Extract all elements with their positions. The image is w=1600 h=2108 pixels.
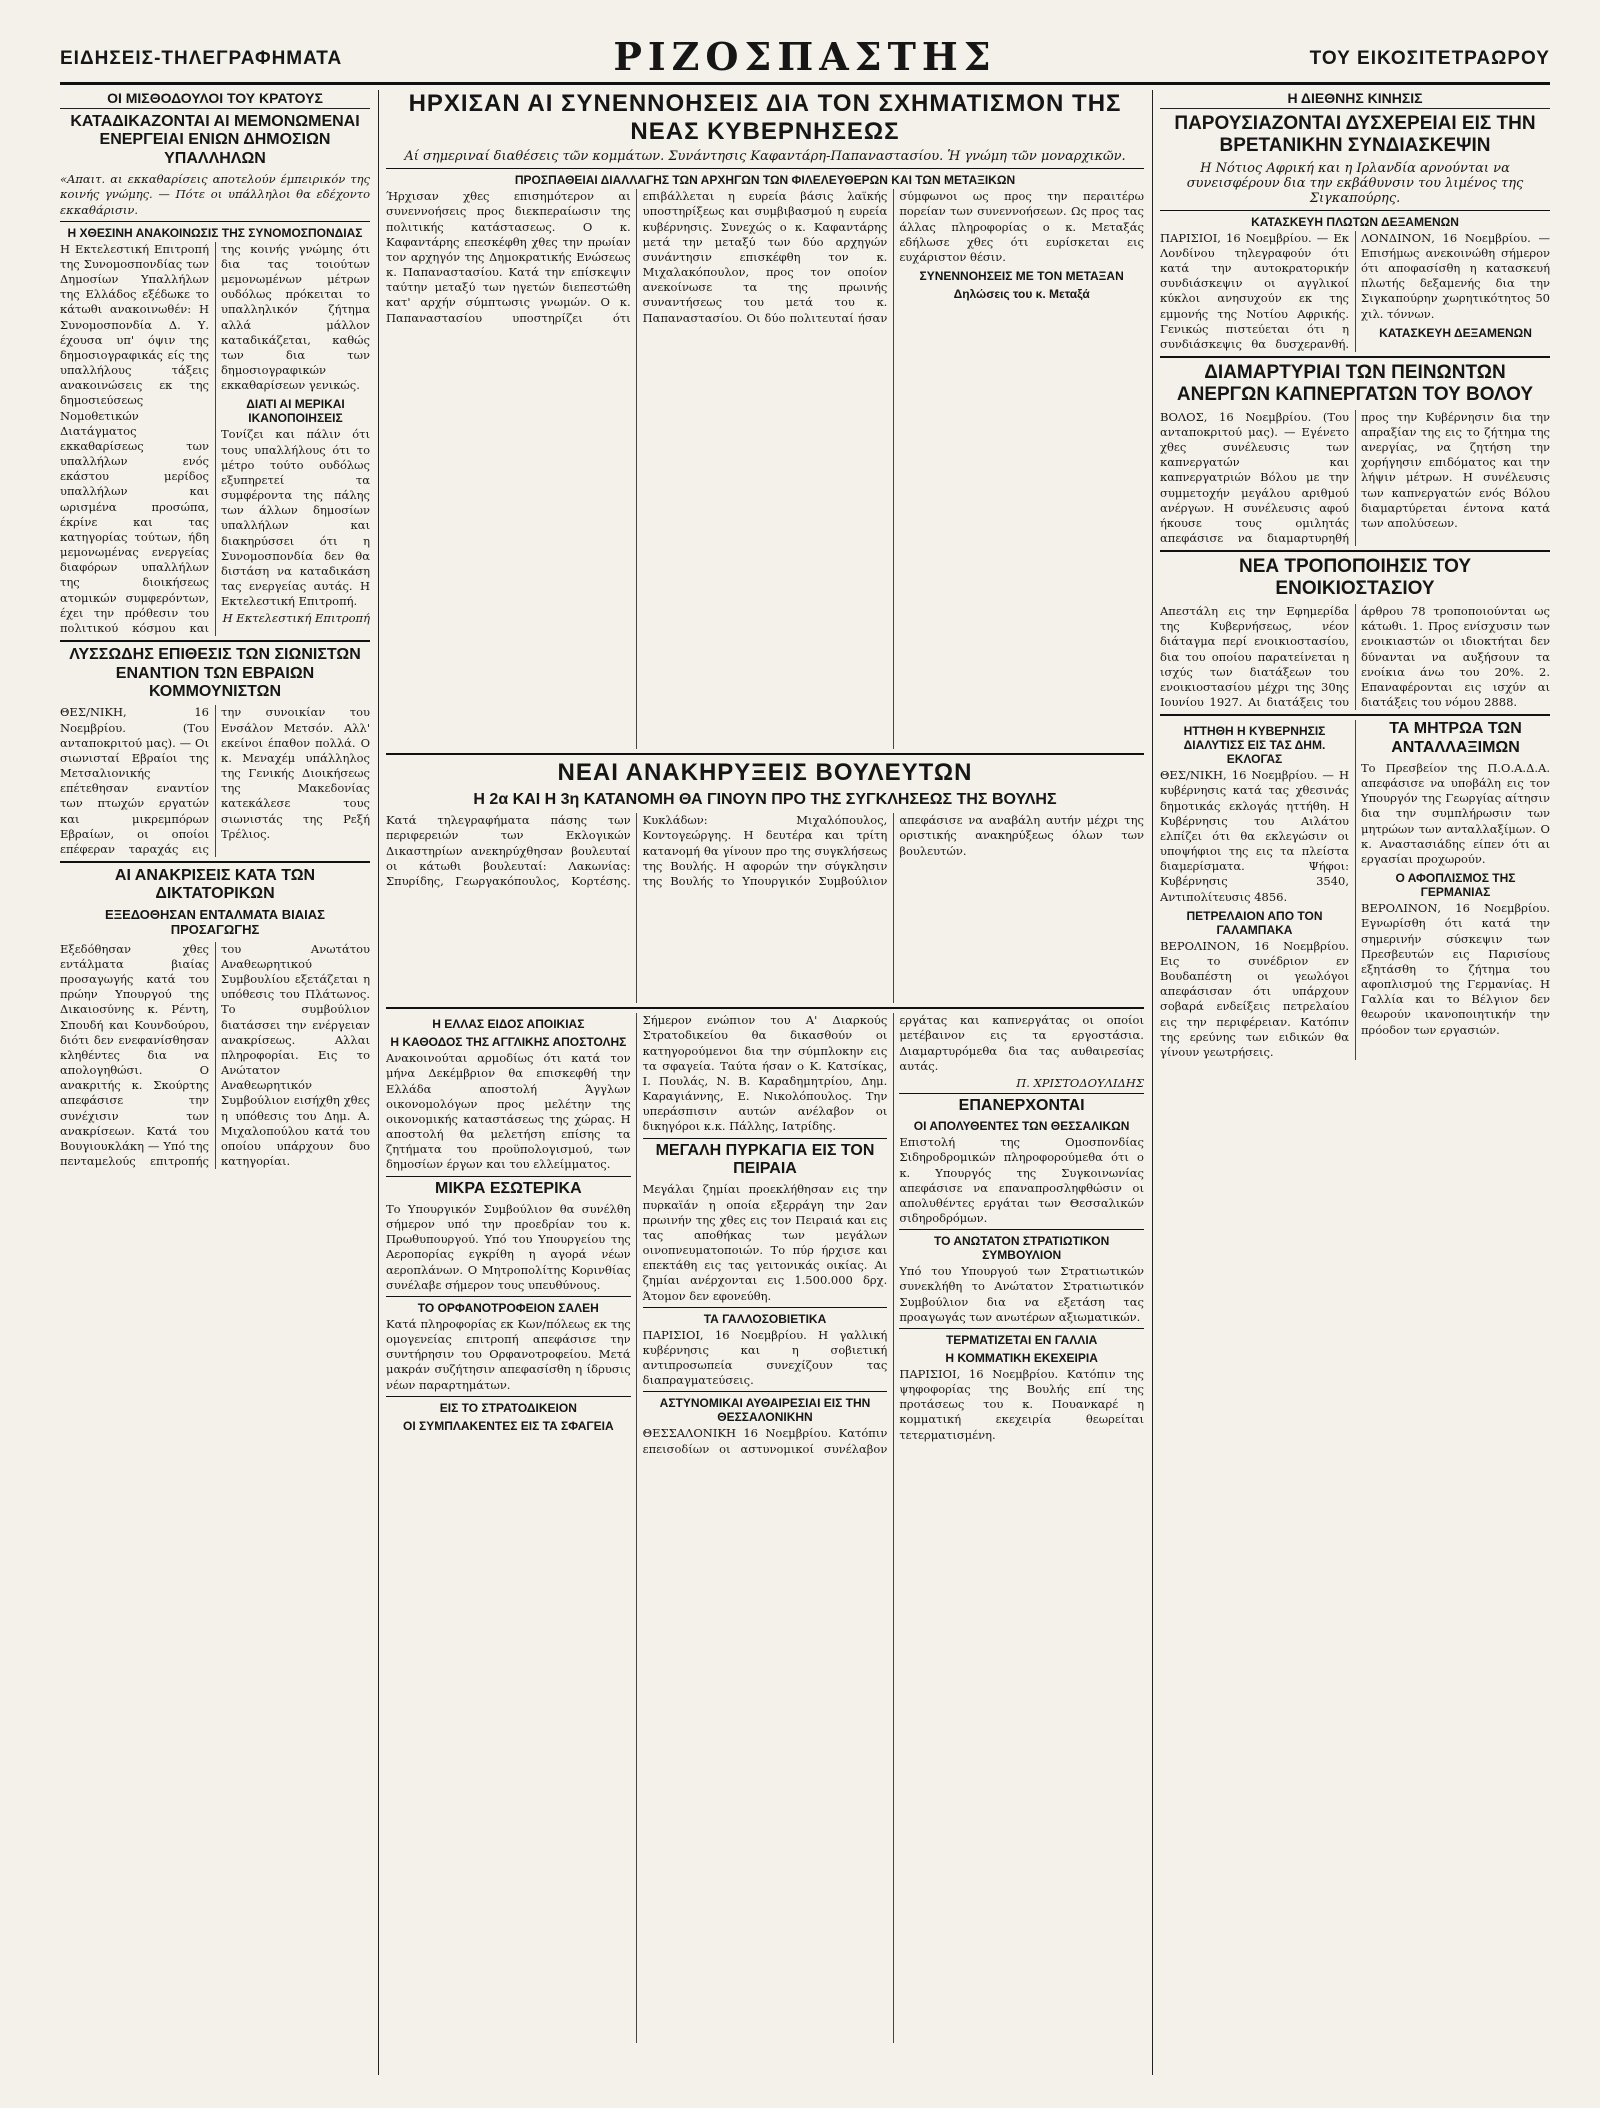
section-heading: ΑΣΤΥΝΟΜΙΚΑΙ ΑΥΘΑΙΡΕΣΙΑΙ ΕΙΣ ΤΗΝ ΘΕΣΣΑΛΟΝΙΚΗΝ — [659, 1396, 871, 1425]
section-heading: ΤΟ ΟΡΦΑΝΟΤΡΟΦΕΙΟΝ ΣΑΛΕΗ — [417, 1300, 599, 1315]
section-heading: ΚΑΤΑΣΚΕΥΗ ΠΛΩΤΩΝ ΔΕΞΑΜΕΝΩΝ — [1251, 214, 1459, 229]
article-headline: ΜΕΓΑΛΗ ΠΥΡΚΑΓΙΑ ΕΙΣ ΤΟΝ ΠΕΙΡΑΙΑ — [655, 1141, 875, 1177]
article-body: ΠΑΡΙΣΙΟΙ, 16 Νοεμβρίου. Κατόπιν της ψηφοφορίας της Βουλής επί της προτάσεως του κ. Πουανκαρέ η κομματική εκεχειρία θεωρείται τετερματισμένη. — [899, 1366, 1144, 1442]
section-heading: Η ΚΑΘΟΔΟΣ ΤΗΣ ΑΓΓΛΙΚΗΣ ΑΠΟΣΤΟΛΗΣ — [390, 1035, 627, 1050]
signature: Η Εκτελεστική Επιτροπή — [222, 611, 370, 626]
section-heading: ΤΟ ΑΝΩΤΑΤΟΝ ΣΤΡΑΤΙΩΤΙΚΟΝ ΣΥΜΒΟΥΛΙΟΝ — [934, 1234, 1110, 1263]
article-body: Υπό του Υπουργού των Στρατιωτικών συνεκλήθη το Ανώτατον Στρατιωτικόν Συμβούλιον δια να εξετάση τας προαγωγάς των ανωτέρων αξιωματικών. — [899, 1264, 1144, 1324]
section-label-left: ΕΙΔΗΣΕΙΣ-ΤΗΛΕΓΡΑΦΗΜΑΤΑ — [60, 48, 343, 69]
masthead — [60, 34, 1550, 85]
lead-deck: Αί σημεριναί διαθέσεις τῶν κομμάτων. Συνάντησις Καφαντάρη-Παπαναστασίου. Ἡ γνώμη τῶν μοναρχικῶν. — [404, 149, 1126, 165]
article-body: ΒΕΡΟΛΙΝΟΝ, 16 Νοεμβρίου. Εγνωρίσθη ότι κατά την σημερινήν σύσκεψιν των Πρεσβευτών εις Παρισίους εξητάσθη το ζήτημα του αφοπλισμού της Γερμανίας. Η Γαλλία και το Βέλγιον δεν θεωρούν ικανοποιητικήν την πρόοδον των εργασιών. — [1361, 901, 1550, 1037]
article-body: Απεστάλη εις την Εφημερίδα της Κυβερνήσεως, νέον διάταγμα περί ενοικιοστασίου, δια του οποίου παρατείνεται η ισχύς των διατάξεων του ενοικιοστασίου μέχρι της 30ης Ιουνίου 1927. Αι διατάξεις του άρθρου 78 τροποποιούνται ως κάτωθι. 1. Προς ενίσχυσιν των ενοικιαστών οι ιδιοκτήται δεν δύνανται να αυξήσουν τα ενοίκια άνω του 20%. 2. Επαναφέρονται εις ισχύν αι διατάξεις του νόμου 2888. — [1160, 603, 1550, 710]
section-heading: Ο ΑΦΟΠΛΙΣΜΟΣ ΤΗΣ ΓΕΡΜΑΝΙΑΣ — [1395, 871, 1516, 900]
article-body: Επιστολή της Ομοσπονδίας Σιδηροδρομικών πληροφορούμεθα ότι ο κ. Υπουργός της Συγκοινωνίας απεφάσισε να επαναπροσληφθώσιν οι απολυθέντες εργάται των Θεσσαλικών σιδηροδρόμων. — [899, 1135, 1144, 1226]
section-label-right: ΤΟΥ ΕΙΚΟΣΙΤΕΤΡΑΩΡΟΥ — [1309, 48, 1550, 69]
article-lead: «Απαιτ. αι εκκαθαρίσεις αποτελούν έμπειρικόν της κοινής γνώμης. — Πότε οι υπάλληλοι θα εδέχοντο εκκαθάρισιν. — [60, 172, 370, 217]
article-headline: ΠΑΡΟΥΣΙΑΖΟΝΤΑΙ ΔΥΣΧΕΡΕΙΑΙ ΕΙΣ ΤΗΝ ΒΡΕΤΑΝΙΚΗΝ ΣΥΝΔΙΑΣΚΕΨΙΝ — [1174, 113, 1536, 156]
article-body: Ήρχισαν χθες επισημότερον αι συνεννοήσεις προς διεκπεραίωσιν της πολιτικής κατάστασεως. Ο κ. Καφαντάρης επεσκέφθη χθες την πρωίαν τον αρχηγόν της Δημοκρατικής Ενώσεως κ. Παπαναστασίου. Κατά την επίσκεψιν ταύτην μεταξύ των ηγετών διεπεστώθη κατ' αρχήν σύμπτωσις γνωμών. Ο κ. Παπαναστασίου υποστηρίζει ότι επιβάλλεται η ευρεία βάσις λαϊκής υποστηρίξεως και συμβιβασμού η ευρεία κυβέρνησις. Συνεχώς ο κ. Καφαντάρης μετά την μεταξύ των δύο αρχηγών συνάντησιν επισκέφθη τον κ. Μιχαλακόπουλον, προς τον οποίον ανεκοίνωσε τα της πρωινής συναντήσεως του μετά του κ. Παπαναστασίου. Οι δύο πολιτευταί ήσαν σύμφωνοι ως προς την περαιτέρω πορείαν των συνεννοήσεων. Ως προς τας άλλας πληροφορίας ο κ. Μεταξάς εδήλωσε χθες ότι ευρίσκεται εις ευχάριστον θέσιν. — [386, 189, 1144, 325]
section-heading: Η ΧΘΕΣΙΝΗ ΑΝΑΚΟΙΝΩΣΙΣ ΤΗΣ ΣΥΝΟΜΟΣΠΟΝΔΙΑΣ — [67, 225, 363, 240]
article-body: ΠΑΡΙΣΙΟΙ, 16 Νοεμβρίου. Η γαλλική κυβέρνησις και η σοβιετική αντιπροσωπεία συνεχίζουν τας διαπραγματεύσεις. — [642, 1327, 888, 1388]
section-heading: ΤΕΡΜΑΤΙΖΕΤΑΙ ΕΝ ΓΑΛΛΙΑ — [945, 1332, 1098, 1347]
article-body: ΘΕΣ/ΝΙΚΗ, 16 Νοεμβρίου. (Του ανταποκριτού μας). — Οι σιωνισταί Εβραίοι της Μετσαλιονικής επέτεθησαν εναντίον των πτωχών εργατών και μικρεμπόρων Εβραίων, οι οποίοι επέφεραν ταραχάς εις την συνοικίαν του Ενσάλον Μετσόν. Αλλ' εκείνοι έπαθον πολλά. Ο κ. Μεναχέμ υπάλληλος της Γενικής Διοικήσεως της Μακεδονίας κατεκάλεσε τους σιωνιστάς της Ρεξή Τρέλιος. — [60, 705, 370, 856]
article-body: ΘΕΣΣΑΛΟΝΙΚΗ 16 Νοεμβρίου. Κατόπιν επεισοδίων οι αστυνομικοί συνέλαβον εργάτας και καπνεργάτας οι οποίοι μετέβαινον εις τα εργοστάσια. Διαμαρτυρόμεθα δια τας αυθαιρεσίας αυτάς. — [642, 1013, 1144, 1456]
section-heading: ΚΑΤΑΣΚΕΥΗ ΔΕΞΑΜΕΝΩΝ — [1379, 325, 1532, 340]
article-body: Το Υπουργικόν Συμβούλιον θα συνέλθη σήμερον υπό την προεδρίαν του κ. Πρωθυπουργού. Υπό του Υπουργείου της Αεροπορίας εγκρίθη η αγορά νέων αεροπλάνων. Ο Μητροπολίτης Κορινθίας συνέλαβε σήμερον τους υπευθύνους. — [386, 1201, 631, 1292]
section-heading: ΠΕΤΡΕΛΑΙΟΝ ΑΠΟ ΤΟΝ ΓΑΛΑΜΠΑΚΑ — [1186, 908, 1323, 937]
article-body: Εξεδόθησαν χθες εντάλματα βιαίας προσαγωγής κατά του πρώην Υπουργού της Δικαιοσύνης κ. Ρέντη, Σπουδή και Κουνδούρου, διότι δεν ενεφανίσθησαν κληθέντες δια να απολογηθώσι. Ο ανακριτής κ. Σκούρτης απεφάσισε την συνέχισιν των ανακρίσεων. Κατά του Βουγιουκλάκη — Υπό της πενταμελούς επιτροπής του Ανωτάτου Αναθεωρητικού Συμβουλίου εξετάζεται η υπόθεσις του Πλάτωνος. Το συμβούλιον διατάσσει την ενέργειαν ανακρίσεως. Αλλαι πληροφορίαι. Εις το Ανώτατον Αναθεωρητικόν Συμβούλιον εισήχθη χθες η υπόθεσις του Δημ. Α. Μιχαλοπούλου κατά του οποίου υπάρχουν δυο κατηγορίαι. — [60, 941, 370, 1169]
article-body: Μεγάλαι ζημίαι προεκλήθησαν εις την πυρκαϊάν η οποία εξερράγη την 2αν πρωινήν της χθες εις τον Πειραιά και εις τας αποθήκας των μεγάλων οινοπνευματοποιών. Το πύρ ήρχισε και επεκτάθη εις τας γειτονικάς οικίας. Αι ζημίαι ανέρχονται εις 1.500.000 δρχ. Άτομον δεν εφονεύθη. — [642, 1182, 888, 1303]
article-headline: ΝΕΑ ΤΡΟΠΟΠΟΙΗΣΙΣ ΤΟΥ ΕΝΟΙΚΙΟΣΤΑΣΙΟΥ — [1239, 556, 1471, 600]
article-kicker: ΟΙ ΜΙΣΘΟΔΟΥΛΟΙ ΤΟΥ ΚΡΑΤΟΥΣ — [60, 90, 370, 109]
newspaper-title: ΡΙΖΟΣΠΑΣΤΗΣ — [613, 34, 997, 79]
article-headline: ΤΑ ΜΗΤΡΩΑ ΤΩΝ ΑΝΤΑΛΛΑΞΙΜΩΝ — [1389, 720, 1522, 756]
article-headline: ΑΙ ΑΝΑΚΡΙΣΕΙΣ ΚΑΤΑ ΤΩΝ ΔΙΚΤΑΤΟΡΙΚΩΝ — [114, 867, 316, 903]
article-kicker: Η ΔΙΕΘΝΗΣ ΚΙΝΗΣΙΣ — [1160, 90, 1550, 109]
section-heading: ΗΤΤΗΘΗ Η ΚΥΒΕΡΝΗΣΙΣ ΔΙΑΛΥΤΙΣΣ ΕΙΣ ΤΑΣ ΔΗΜ. ΕΚΛΟΓΑΣ — [1183, 724, 1326, 767]
article-body: Ανακοινούται αρμοδίως ότι κατά τον μήνα Δεκέμβριον θα επισκεφθή την Ελλάδα αποστολή Άγγλων οικονομολόγων προς μελέτην της οικονομικής καταστάσεως της χώρας. Η αποστολή θα μελετήση επίσης τα ζητήματα του προϋπολογισμού, των δημοσίων έργων και του ελλείμματος. — [386, 1051, 631, 1172]
section-heading: ΣΥΝΕΝΝΟΗΣΕΙΣ ΜΕ ΤΟΝ ΜΕΤΑΞΑΝ — [919, 269, 1124, 284]
article-headline: ΕΠΑΝΕΡΧΟΝΤΑΙ — [958, 1096, 1085, 1114]
left-column — [60, 90, 370, 2075]
article-body: Η Εκτελεστική Επιτροπή της Συνομοσπονδίας των Δημοσίων Υπαλλήλων της Ελλάδος εξέδωκε το κάτωθι ανακοινωθέν: Η Συνομοσπονδία Δ. Υ. έχουσα υπ' όψιν της δημοσιογραφικάς είς της υπαλλήλους τάξεις ανακοινώσεις εκ της δημοσιεύσεως Νομοθετικών Διατάγματος εκκαθαρίσεως των υπαλλήλων ενός εκάστου μερίδος υπαλλήλων και ωρισμένα προσώπα, έκρίνε και τας κατηγορίας τούτων, ήδη μεμονωμένας ενεργείας διαφόρων υπαλλήλων της διοικήσεως ατομικών συμφερόντων, έχει την πρόθεσιν του πολιτικού κόσμου και της κοινής γνώμης ότι δια τας τοιούτων μεμονωμένων μέτρων ουδόλως πρόκειται το υπαλληλικόν ζήτημα αλλά μάλλον καταδικάζεται, καθώς των δια των δημοσιογραφικών εκκαθαρίσεων γενικώς. — [60, 241, 370, 635]
article-body: ΒΕΡΟΛΙΝΟΝ, 16 Νοεμβρίου. Εις το συνέδριον εν Βουδαπέστη οι γεωλόγοι απεφάσισαν ότι υπάρχουν σοβαρά ενδείξεις πετρελαίου εις την περιφέρειαν. Κατόπιν της ερεύνης των ειδικών θα γίνουν γεωτρήσεις. — [1160, 938, 1349, 1059]
article-headline: ΛΥΣΣΩΔΗΣ ΕΠΙΘΕΣΙΣ ΤΩΝ ΣΙΩΝΙΣΤΩΝ ΕΝΑΝΤΙΟΝ ΤΩΝ ΕΒΡΑΙΩΝ ΚΟΜΜΟΥΝΙΣΤΩΝ — [69, 646, 361, 700]
article-body: Σήμερον ενώπιον του Α' Διαρκούς Στρατοδικείου θα δικασθούν οι κατηγορούμενοι δια την σύμπλοκην εις τα σφαγεία. Ταύτα ήσαν ο Κ. Κατσίκας, Ι. Πουλάς, Ν. Β. Καραδημητρίου, Δημ. Καραγιάννης, Ε. Νικολόπουλος. Την υπεράσπισιν αυτών ανέλαβον οι δικηγόροι κ.κ. Πάλλης, Ιατρίδης. — [642, 1013, 888, 1134]
lead-headline: ΗΡΧΙΣΑΝ ΑΙ ΣΥΝΕΝΝΟΗΣΕΙΣ ΔΙΑ ΤΟΝ ΣΧΗΜΑΤΙΣΜΟΝ ΤΗΣ ΝΕΑΣ ΚΥΒΕΡΝΗΣΕΩΣ — [408, 90, 1122, 145]
section-heading: ΕΙΣ ΤΟ ΣΤΡΑΤΟΔΙΚΕΙΟΝ — [439, 1400, 577, 1415]
article-body: Κατά πληροφορίας εκ Κων/πόλεως εκ της ομογενείας επιτροπή απεφάσισε την συντήρησιν του Ορφανοτροφείου. Μετά μακράν συζήτησιν απεφασίσθη η ίδρυσις νέων παραρτημάτων. — [386, 1316, 631, 1392]
article-body: Τονίζει και πάλιν ότι τους υπαλλήλους ότι το μέτρο τούτο ουδόλως εξυπηρετεί τα συμφέροντα της πάλης των άλλων δημοσίων υπαλλήλων και διακηρύσσει ότι η Συνομοσπονδία δεν θα διστάση να καταδικάση τας ενεργείας αυτάς. Η Εκτελεστική Επιτροπή. — [221, 427, 370, 609]
section-heading: ΟΙ ΑΠΟΛΥΘΕΝΤΕΣ ΤΩΝ ΘΕΣΣΑΛΙΚΩΝ — [913, 1119, 1130, 1134]
signature: Π. ΧΡΙΣΤΟΔΟΥΛΙΔΗΣ — [1016, 1075, 1144, 1090]
article-headline: ΜΙΚΡΑ ΕΣΩΤΕΡΙΚΑ — [435, 1179, 582, 1197]
column-rule — [1152, 90, 1153, 2075]
article-headline: ΔΙΑΜΑΡΤΥΡΙΑΙ ΤΩΝ ΠΕΙΝΩΝΤΩΝ ΑΝΕΡΓΩΝ ΚΑΠΝΕΡΓΑΤΩΝ ΤΟΥ ΒΟΛΟΥ — [1176, 362, 1534, 405]
column-rule — [378, 90, 379, 2075]
article-body: ΠΑΡΙΣΙΟΙ, 16 Νοεμβρίου. — Εκ Λονδίνου τηλεγραφούν ότι κατά την αυτοκρατορικήν συνδιάσκεψιν οι αγγλικοί κύκλοι ανησυχούν εκ της εμμονής της Νοτίου Αφρικής. Γενικώς πιστεύεται ότι η συνδιάσκεψις θα δυσχερανθή. ΛΟΝΔΙΝΟΝ, 16 Νοεμβρίου. — Επισήμως ανεκοινώθη σήμερον ότι αποφασίσθη η κατασκευή πλωτής δεξαμενής δια την Σιγκαπούρην χωρητικότητος 50 χιλ. τόννων. — [1160, 230, 1550, 351]
section-heading: Η ΕΛΛΑΣ ΕΙΔΟΣ ΑΠΟΙΚΙΑΣ — [432, 1017, 585, 1032]
article-body: ΒΟΛΟΣ, 16 Νοεμβρίου. (Του ανταποκριτού μας). — Εγένετο χθες συνέλευσις των καπνεργατών και καπνεργατριών Βόλου με την συμμετοχήν μεγάλου αριθμού ανέργων. Η συνέλευσις αφού ήκουσε τους ομιλητάς απεφάσισε να διαμαρτυρηθή προς την Κυβέρνησιν δια την απραξίαν της εις το ζήτημα της ανεργίας, να ζητήση την χορήγησιν επιδόματος και την λήψιν μέτρων. Η συνέλευσις των καπνεργατών ενός Βόλου διαμαρτύρεται έντονα κατά των απολύσεων. — [1160, 409, 1550, 546]
section-heading: ΟΙ ΣΥΜΠΛΑΚΕΝΤΕΣ ΕΙΣ ΤΑ ΣΦΑΓΕΙΑ — [402, 1418, 614, 1433]
article-subhead: ΕΞΕΔΟΘΗΣΑΝ ΕΝΤΑΛΜΑΤΑ ΒΙΑΙΑΣ ΠΡΟΣΑΓΩΓΗΣ — [105, 906, 325, 937]
section-heading: ΔΙΑΤΙ ΑΙ ΜΕΡΙΚΑΙ ΙΚΑΝΟΠΟΙΗΣΕΙΣ — [246, 397, 345, 426]
section-heading: Η ΚΟΜΜΑΤΙΚΗ ΕΚΕΧΕΙΡΙΑ — [945, 1350, 1098, 1365]
section-heading: ΠΡΟΣΠΑΘΕΙΑΙ ΔΙΑΛΛΑΓΗΣ ΤΩΝ ΑΡΧΗΓΩΝ ΤΩΝ ΦΙΛΕΛΕΥΘΕΡΩΝ ΚΑΙ ΤΩΝ ΜΕΤΑΞΙΚΩΝ — [514, 173, 1016, 188]
article-headline: ΚΑΤΑΔΙΚΑΖΟΝΤΑΙ ΑΙ ΜΕΜΟΝΩΜΕΝΑΙ ΕΝΕΡΓΕΙΑΙ ΕΝΙΩΝ ΔΗΜΟΣΙΩΝ ΥΠΑΛΛΗΛΩΝ — [70, 113, 360, 167]
article-subhead: Η 2α ΚΑΙ Η 3η ΚΑΤΑΝΟΜΗ ΘΑ ΓΙΝΟΥΝ ΠΡΟ ΤΗΣ ΣΥΓΚΛΗΣΕΩΣ ΤΗΣ ΒΟΥΛΗΣ — [473, 790, 1057, 808]
section-heading: Δηλώσεις του κ. Μεταξά — [953, 287, 1090, 302]
article-headline: ΝΕΑΙ ΑΝΑΚΗΡΥΞΕΙΣ ΒΟΥΛΕΥΤΩΝ — [557, 759, 973, 787]
newspaper-page — [60, 34, 1550, 2080]
article-deck: Η Νότιος Αφρική και η Ιρλανδία αρνούνται να συνεισφέρουν δια την εκβάθυνσιν του λιμένος της Σιγκαπούρης. — [1186, 160, 1524, 206]
article-body: ΘΕΣ/ΝΙΚΗ, 16 Νοεμβρίου. — Η κυβέρνησις κατά τας χθεσινάς δημοτικάς εκλογάς ηττήθη. Η Κυβέρνησις του Αιλάτου ελπίζει ότι θα εκλεγώσιν οι υποψήφιοι της εις τα πλείστα διαμερίσματα. Ψήφοι: Κυβέρνησις 3540, Αντιπολίτευσις 4856. — [1160, 768, 1349, 904]
right-column — [1160, 90, 1550, 2075]
section-heading: ΤΑ ΓΑΛΛΟΣΟΒΙΕΤΙΚΑ — [703, 1311, 827, 1326]
center-column — [386, 90, 1144, 2075]
article-body: Το Πρεσβείον της Π.Ο.Α.Δ.Α. απεφάσισε να υποβάλη εις τον Υπουργόν της Γεωργίας αίτησιν δια την συμπλήρωσιν των μητρώων των ανταλλαξίμων. Ο κ. Αναστασιάδης είπεν ότι αι εργασίαι προχωρούν. — [1361, 760, 1550, 866]
article-body: Κατά τηλεγραφήματα πάσης των περιφερειών των Εκλογικών Δικαστηρίων ανεκηρύχθησαν βουλευταί οι κάτωθι βουλευταί: Λακωνίας: Σπυρίδης, Γεωργακόπουλος, Κορτέσης. Κυκλάδων: Μιχαλόπουλος, Κοντογεώργης. Η δευτέρα και τρίτη κατανομή θα γίνουν προ της συγκλήσεως της Βουλής. Η αφορών την σύγκλησιν της Βουλής το Υπουργικόν Συμβούλιον απεφάσισε να αναβάλη αυτήν μέχρι της οριστικής ανακηρύξεως όλων των βουλευτών. — [386, 813, 1144, 888]
